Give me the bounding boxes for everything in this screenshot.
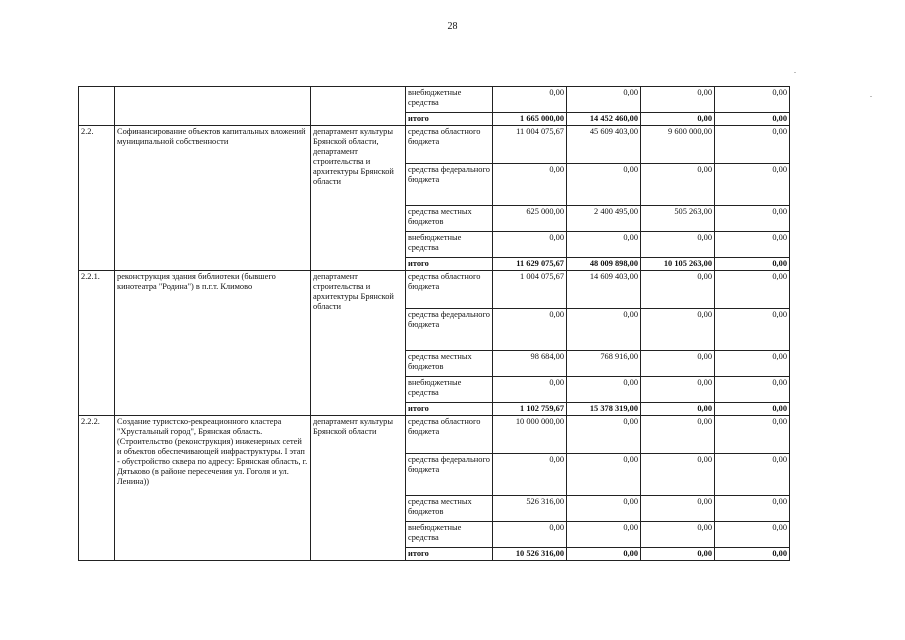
amount-cell: 0,00 — [641, 548, 715, 561]
funding-source: средства областного бюджета — [406, 126, 493, 164]
funding-source: итого — [406, 548, 493, 561]
amount-cell: 11 629 075,67 — [493, 258, 567, 271]
funding-source: средства федерального бюджета — [406, 164, 493, 206]
funding-source: внебюджетные средства — [406, 232, 493, 258]
amount-cell: 0,00 — [641, 309, 715, 351]
amount-cell: 2 400 495,00 — [567, 206, 641, 232]
funding-source: средства местных бюджетов — [406, 351, 493, 377]
amount-cell: 0,00 — [641, 454, 715, 496]
amount-cell: 0,00 — [567, 164, 641, 206]
item-name — [115, 87, 311, 126]
amount-cell: 526 316,00 — [493, 496, 567, 522]
funding-source: внебюджетные средства — [406, 87, 493, 113]
amount-cell: 0,00 — [715, 496, 790, 522]
amount-cell: 1 102 759,67 — [493, 403, 567, 416]
amount-cell: 0,00 — [567, 416, 641, 454]
amount-cell: 0,00 — [715, 232, 790, 258]
amount-cell: 1 004 075,67 — [493, 271, 567, 309]
amount-cell: 10 000 000,00 — [493, 416, 567, 454]
scan-mark: . — [794, 66, 796, 75]
amount-cell: 0,00 — [493, 232, 567, 258]
row-number: 2.2. — [79, 126, 115, 271]
amount-cell: 0,00 — [715, 206, 790, 232]
amount-cell: 0,00 — [715, 377, 790, 403]
amount-cell: 0,00 — [715, 522, 790, 548]
amount-cell: 11 004 075,67 — [493, 126, 567, 164]
amount-cell: 0,00 — [715, 351, 790, 377]
funding-source: итого — [406, 403, 493, 416]
amount-cell: 0,00 — [641, 377, 715, 403]
amount-cell: 0,00 — [567, 309, 641, 351]
funding-source: средства областного бюджета — [406, 416, 493, 454]
amount-cell: 0,00 — [493, 377, 567, 403]
item-name: Создание туристско-рекреационного кластера "Хрустальный город", Брянская область. (Строительство (реконструкция) инженерных сетей и объектов обеспечивающей инфраструктуры. I этап - обустройство сквера по адресу: Брянская область, г. Дятьково (в районе пересечения ул. Гоголя и ул. Ленина)) — [115, 416, 311, 561]
funding-source: средства федерального бюджета — [406, 309, 493, 351]
amount-cell: 0,00 — [715, 271, 790, 309]
amount-cell: 505 263,00 — [641, 206, 715, 232]
amount-cell: 98 684,00 — [493, 351, 567, 377]
amount-cell: 0,00 — [641, 232, 715, 258]
amount-cell: 0,00 — [715, 548, 790, 561]
amount-cell: 0,00 — [715, 87, 790, 113]
amount-cell: 48 009 898,00 — [567, 258, 641, 271]
amount-cell: 10 526 316,00 — [493, 548, 567, 561]
amount-cell: 14 452 460,00 — [567, 113, 641, 126]
amount-cell: 0,00 — [567, 496, 641, 522]
funding-source: внебюджетные средства — [406, 522, 493, 548]
amount-cell: 0,00 — [493, 454, 567, 496]
row-number — [79, 87, 115, 126]
amount-cell: 0,00 — [641, 271, 715, 309]
amount-cell: 0,00 — [567, 522, 641, 548]
table-row — [79, 271, 790, 309]
amount-cell: 0,00 — [715, 416, 790, 454]
amount-cell: 0,00 — [715, 454, 790, 496]
funding-source: внебюджетные средства — [406, 377, 493, 403]
table-row — [79, 416, 790, 454]
funding-source: средства областного бюджета — [406, 271, 493, 309]
table-row — [79, 87, 790, 113]
scan-mark: . — [870, 90, 872, 99]
amount-cell: 14 609 403,00 — [567, 271, 641, 309]
amount-cell: 0,00 — [493, 309, 567, 351]
responsible-dept: департамент строительства и архитектуры Брянской области — [311, 271, 406, 416]
amount-cell: 0,00 — [493, 87, 567, 113]
item-name: реконструкция здания библиотеки (бывшего кинотеатра "Родина") в п.г.т. Климово — [115, 271, 311, 416]
amount-cell: 15 378 319,00 — [567, 403, 641, 416]
amount-cell: 0,00 — [641, 416, 715, 454]
amount-cell: 0,00 — [567, 548, 641, 561]
amount-cell: 1 665 000,00 — [493, 113, 567, 126]
amount-cell: 0,00 — [493, 164, 567, 206]
funding-source: итого — [406, 258, 493, 271]
page-number: 28 — [447, 21, 458, 32]
amount-cell: 0,00 — [715, 126, 790, 164]
amount-cell: 10 105 263,00 — [641, 258, 715, 271]
amount-cell: 0,00 — [567, 377, 641, 403]
funding-source: средства местных бюджетов — [406, 206, 493, 232]
amount-cell: 768 916,00 — [567, 351, 641, 377]
amount-cell: 0,00 — [641, 113, 715, 126]
amount-cell: 0,00 — [715, 258, 790, 271]
amount-cell: 0,00 — [715, 309, 790, 351]
amount-cell: 0,00 — [641, 403, 715, 416]
amount-cell: 0,00 — [567, 454, 641, 496]
amount-cell: 0,00 — [567, 232, 641, 258]
amount-cell: 0,00 — [493, 522, 567, 548]
responsible-dept: департамент культуры Брянской области — [311, 416, 406, 561]
funding-source: средства местных бюджетов — [406, 496, 493, 522]
responsible-dept — [311, 87, 406, 126]
amount-cell: 0,00 — [715, 164, 790, 206]
amount-cell: 0,00 — [641, 351, 715, 377]
amount-cell: 625 000,00 — [493, 206, 567, 232]
table-body — [79, 87, 790, 561]
funding-source: средства федерального бюджета — [406, 454, 493, 496]
table-row — [79, 126, 790, 164]
item-name: Софинансирование объектов капитальных вложений муниципальной собственности — [115, 126, 311, 271]
amount-cell: 45 609 403,00 — [567, 126, 641, 164]
amount-cell: 0,00 — [641, 164, 715, 206]
funding-source: итого — [406, 113, 493, 126]
responsible-dept: департамент культуры Брянской области, департамент строительства и архитектуры Брянской области — [311, 126, 406, 271]
row-number: 2.2.2. — [79, 416, 115, 561]
row-number: 2.2.1. — [79, 271, 115, 416]
amount-cell: 0,00 — [641, 522, 715, 548]
amount-cell: 0,00 — [641, 496, 715, 522]
amount-cell: 0,00 — [641, 87, 715, 113]
amount-cell: 9 600 000,00 — [641, 126, 715, 164]
amount-cell: 0,00 — [567, 87, 641, 113]
funding-table — [78, 86, 790, 561]
amount-cell: 0,00 — [715, 113, 790, 126]
amount-cell: 0,00 — [715, 403, 790, 416]
